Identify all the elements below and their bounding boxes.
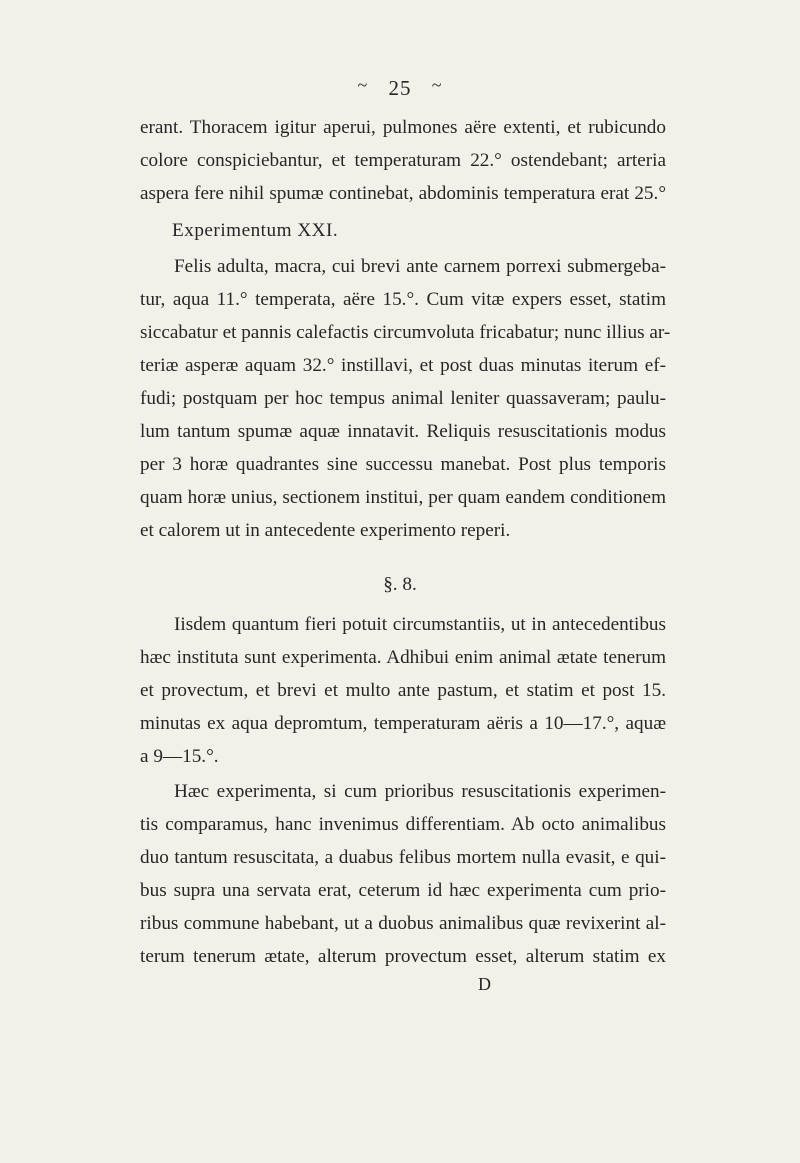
text-line: tur, aqua 11.° temperata, aëre 15.°. Cum vitæ expers esset, statim [140,289,666,310]
text-line: aspera fere nihil spumæ continebat, abdominis temperatura erat 25.° [140,183,666,204]
text-line: fudi; postquam per hoc tempus animal leniter quassaveram; paulu- [140,388,666,409]
text-line: et calorem ut in antecedente experimento reperi. [140,520,511,541]
section-heading: §. 8. [383,574,417,595]
text-line: hæc instituta sunt experimenta. Adhibui enim animal ætate tenerum [140,647,666,668]
left-ornament: ~ [357,75,369,95]
text-line: Iisdem quantum fieri potuit circumstantiis, ut in antecedentibus [174,614,666,635]
text-line: ribus commune habebant, ut a duobus animalibus quæ revixerint al- [140,913,666,934]
text-line: Felis adulta, macra, cui brevi ante carnem porrexi submergeba- [174,256,666,277]
experiment-heading: Experimentum XXI. [172,220,339,241]
right-ornament: ~ [431,75,443,95]
text-line: per 3 horæ quadrantes sine successu manebat. Post plus temporis [140,454,666,475]
text-line: teriæ asperæ aquam 32.° instillavi, et post duas minutas iterum ef- [140,355,666,376]
page-header [0,76,800,101]
text-line: a 9—15.°. [140,746,219,767]
text-line: quam horæ unius, sectionem institui, per quam eandem conditionem [140,487,666,508]
text-line: tis comparamus, hanc invenimus differentiam. Ab octo animalibus [140,814,666,835]
text-line: Hæc experimenta, si cum prioribus resuscitationis experimen- [174,781,666,802]
text-line: erant. Thoracem igitur aperui, pulmones aëre extenti, et rubicundo [140,117,666,138]
text-line: siccabatur et pannis calefactis circumvoluta fricabatur; nunc illius ar- [140,322,671,343]
text-line: et provectum, et brevi et multo ante pastum, et statim et post 15. [140,680,666,701]
page-number: 25 [388,76,412,100]
text-line: colore conspiciebantur, et temperaturam 22.° ostendebant; arteria [140,150,666,171]
text-line: bus supra una servata erat, ceterum id hæc experimenta cum prio- [140,880,666,901]
text-line: minutas ex aqua depromtum, temperaturam aëris a 10—17.°, aquæ [140,713,666,734]
text-line: duo tantum resuscitata, a duabus felibus mortem nulla evasit, e qui- [140,847,666,868]
text-line: lum tantum spumæ aquæ innatavit. Reliquis resuscitationis modus [140,421,666,442]
text-line: terum tenerum ætate, alterum provectum esset, alterum statim ex [140,946,666,967]
signature-mark: D [478,974,491,994]
